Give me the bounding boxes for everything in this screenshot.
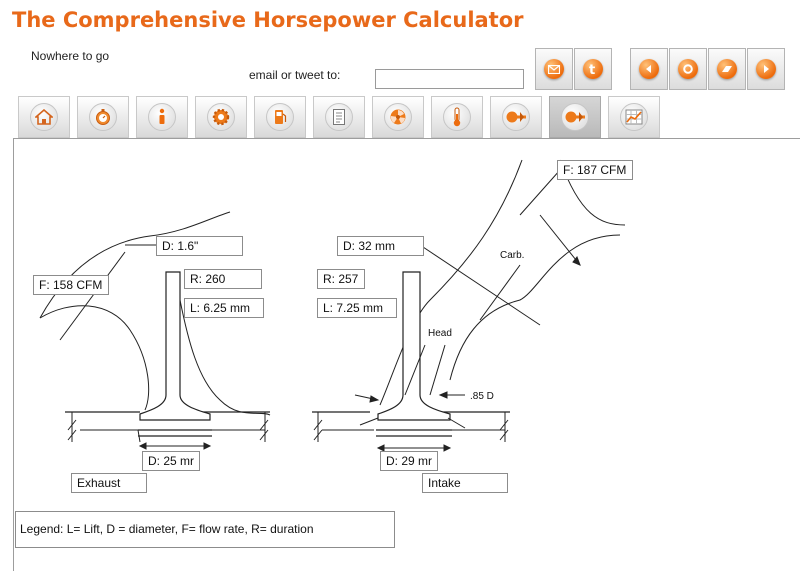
exhaust-diameter-bottom: D: 25 mr (142, 451, 200, 471)
intake-duration: R: 257 (317, 269, 365, 289)
ratio-label: .85 D (470, 391, 494, 402)
intake-diameter-top: D: 32 mm (337, 236, 424, 256)
legend: Legend: L= Lift, D = diameter, F= flow rate, R= duration (15, 511, 395, 548)
exhaust-label: Exhaust (71, 473, 147, 493)
status-text: Nowhere to go (31, 49, 110, 63)
carb-label: Carb. (500, 250, 525, 261)
head-label: Head (428, 328, 452, 339)
intake-flow: F: 187 CFM (557, 160, 633, 180)
exhaust-flow: F: 158 CFM (33, 275, 109, 295)
exhaust-diameter-top: D: 1.6" (156, 236, 243, 256)
intake-label: Intake (422, 473, 508, 493)
svg-text:t: t (589, 62, 596, 76)
intake-lift: L: 7.25 mm (317, 298, 397, 318)
exhaust-lift: L: 6.25 mm (184, 298, 264, 318)
email-label: email or tweet to: (249, 68, 341, 82)
page-title: The Comprehensive Horsepower Calculator (12, 8, 524, 32)
exhaust-duration: R: 260 (184, 269, 262, 289)
intake-diameter-bottom: D: 29 mr (380, 451, 438, 471)
